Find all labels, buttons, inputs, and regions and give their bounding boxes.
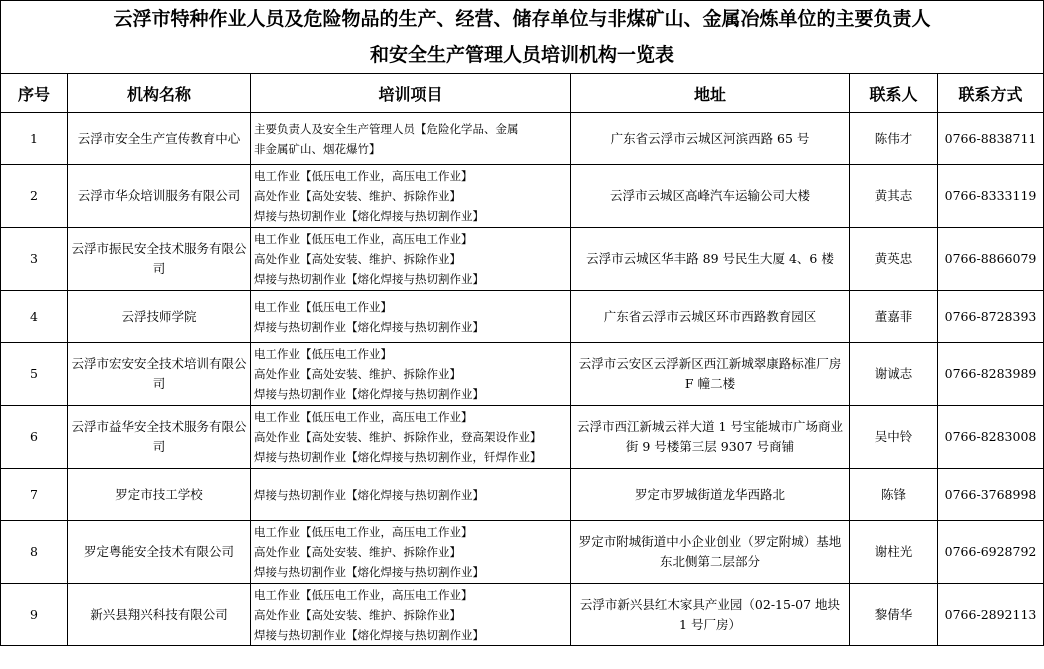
title-line-2: 和安全生产管理人员培训机构一览表 [370,44,675,66]
training-item-line: 电工作业【低压电工作业】 [254,347,392,361]
training-item-line: 电工作业【低压电工作业，高压电工作业】 [254,587,473,602]
institution-address: 罗定市罗城街道龙华西路北 [571,469,850,521]
row-number: 3 [1,228,68,291]
table-row [1,113,1044,165]
contact-phone: 0766-2892113 [938,584,1044,646]
row-number: 4 [1,291,68,343]
institution-address: 云浮市云城区华丰路 89 号民生大厦 4、6 楼 [571,228,850,291]
row-number: 5 [1,343,68,406]
training-item-line: 焊接与热切割作业【熔化焊接与热切割作业，钎焊作业】 [254,450,542,464]
table-row [1,228,1044,291]
training-item-line: 焊接与热切割作业【熔化焊接与热切割作业】 [254,565,484,579]
contact-phone: 0766-8866079 [938,228,1044,291]
training-item-line: 高处作业【高处安装、维护、拆除作业】 [254,367,461,381]
table-row [1,469,1044,521]
table-row [1,406,1044,469]
contact-phone: 0766-8728393 [938,291,1044,343]
table-body [1,113,1044,646]
row-number: 8 [1,521,68,584]
contact-person: 董嘉菲 [850,291,938,343]
training-items [251,113,571,165]
institution-name: 云浮市安全生产宣传教育中心 [68,113,251,165]
table-title [1,1,1044,74]
training-item-line: 高处作业【高处安装、维护、拆除作业，登高架设作业】 [254,430,542,444]
title-line-1: 云浮市特种作业人员及危险物品的生产、经营、储存单位与非煤矿山、金属冶炼单位的主要负责人 [113,8,931,30]
contact-person: 谢柱光 [850,521,938,584]
institution-name: 云浮技师学院 [68,291,251,343]
training-items [251,165,571,228]
institution-address: 罗定市附城街道中小企业创业（罗定附城）基地东北侧第二层部分 [571,521,850,584]
contact-person: 黎倩华 [850,584,938,646]
institution-address: 云浮市云城区高峰汽车运输公司大楼 [571,165,850,228]
contact-person: 黄其志 [850,165,938,228]
contact-person: 吴中铃 [850,406,938,469]
contact-person: 陈伟才 [850,113,938,165]
training-item-line: 高处作业【高处安装、维护、拆除作业】 [254,545,461,559]
institution-address: 云浮市新兴县红木家具产业园（02-15-07 地块 1 号厂房） [571,584,850,646]
contact-person: 谢诚志 [850,343,938,406]
training-item-line: 电工作业【低压电工作业，高压电工作业】 [254,232,473,246]
training-item-line: 高处作业【高处安装、维护、拆除作业】 [254,252,461,266]
institution-name: 云浮市宏安安全技术培训有限公司 [68,343,251,406]
header-address: 地址 [571,74,850,113]
contact-person: 陈锋 [850,469,938,521]
table-row [1,291,1044,343]
row-number: 1 [1,113,68,165]
training-items [251,228,571,291]
table-row [1,165,1044,228]
training-items [251,584,571,646]
row-number: 9 [1,584,68,646]
training-items [251,469,571,521]
contact-phone: 0766-8283008 [938,406,1044,469]
institution-name: 云浮市振民安全技术服务有限公司 [68,228,251,291]
training-item-line: 电工作业【低压电工作业，高压电工作业】 [254,410,473,424]
table-row [1,521,1044,584]
header-no: 序号 [1,74,68,113]
table-row [1,343,1044,406]
training-item-line: 高处作业【高处安装、维护、拆除作业】 [254,607,461,622]
training-item-line: 焊接与热切割作业【熔化焊接与热切割作业】 [254,209,484,223]
training-item-line: 焊接与热切割作业【熔化焊接与热切割作业】 [254,487,484,502]
institution-name: 新兴县翔兴科技有限公司 [68,584,251,646]
training-items [251,343,571,406]
contact-phone: 0766-6928792 [938,521,1044,584]
institution-address: 广东省云浮市云城区河滨西路 65 号 [571,113,850,165]
institution-name: 罗定粤能安全技术有限公司 [68,521,251,584]
training-item-line: 焊接与热切割作业【熔化焊接与热切割作业】 [254,387,484,401]
training-item-line: 焊接与热切割作业【熔化焊接与热切割作业】 [254,319,484,334]
training-item-line: 电工作业【低压电工作业，高压电工作业】 [254,525,473,539]
institution-name: 云浮市益华安全技术服务有限公司 [68,406,251,469]
training-items [251,521,571,584]
row-number: 6 [1,406,68,469]
header-contact: 联系人 [850,74,938,113]
header-phone: 联系方式 [938,74,1044,113]
institution-address: 云浮市云安区云浮新区西江新城翠康路标准厂房 F 幢二楼 [571,343,850,406]
row-number: 7 [1,469,68,521]
header-items: 培训项目 [251,74,571,113]
row-number: 2 [1,165,68,228]
title-row [1,1,1044,74]
contact-phone: 0766-8333119 [938,165,1044,228]
contact-phone: 0766-8283989 [938,343,1044,406]
contact-person: 黄英忠 [850,228,938,291]
training-item-line: 非金属矿山、烟花爆竹】 [254,141,381,156]
contact-phone: 0766-8838711 [938,113,1044,165]
institution-address: 广东省云浮市云城区环市西路教育园区 [571,291,850,343]
institution-name: 罗定市技工学校 [68,469,251,521]
training-items [251,406,571,469]
header-name: 机构名称 [68,74,251,113]
table-row [1,584,1044,646]
training-item-line: 焊接与热切割作业【熔化焊接与热切割作业】 [254,627,484,642]
training-item-line: 电工作业【低压电工作业，高压电工作业】 [254,169,473,183]
institution-address: 云浮市西江新城云祥大道 1 号宝能城市广场商业街 9 号楼第三层 9307 号商铺 [571,406,850,469]
training-item-line: 电工作业【低压电工作业】 [254,299,392,314]
training-item-line: 高处作业【高处安装、维护、拆除作业】 [254,189,461,203]
training-item-line: 焊接与热切割作业【熔化焊接与热切割作业】 [254,272,484,286]
training-item-line: 主要负责人及安全生产管理人员【危险化学品、金属 [254,121,519,136]
contact-phone: 0766-3768998 [938,469,1044,521]
training-items [251,291,571,343]
institution-name: 云浮市华众培训服务有限公司 [68,165,251,228]
header-row [1,74,1044,113]
